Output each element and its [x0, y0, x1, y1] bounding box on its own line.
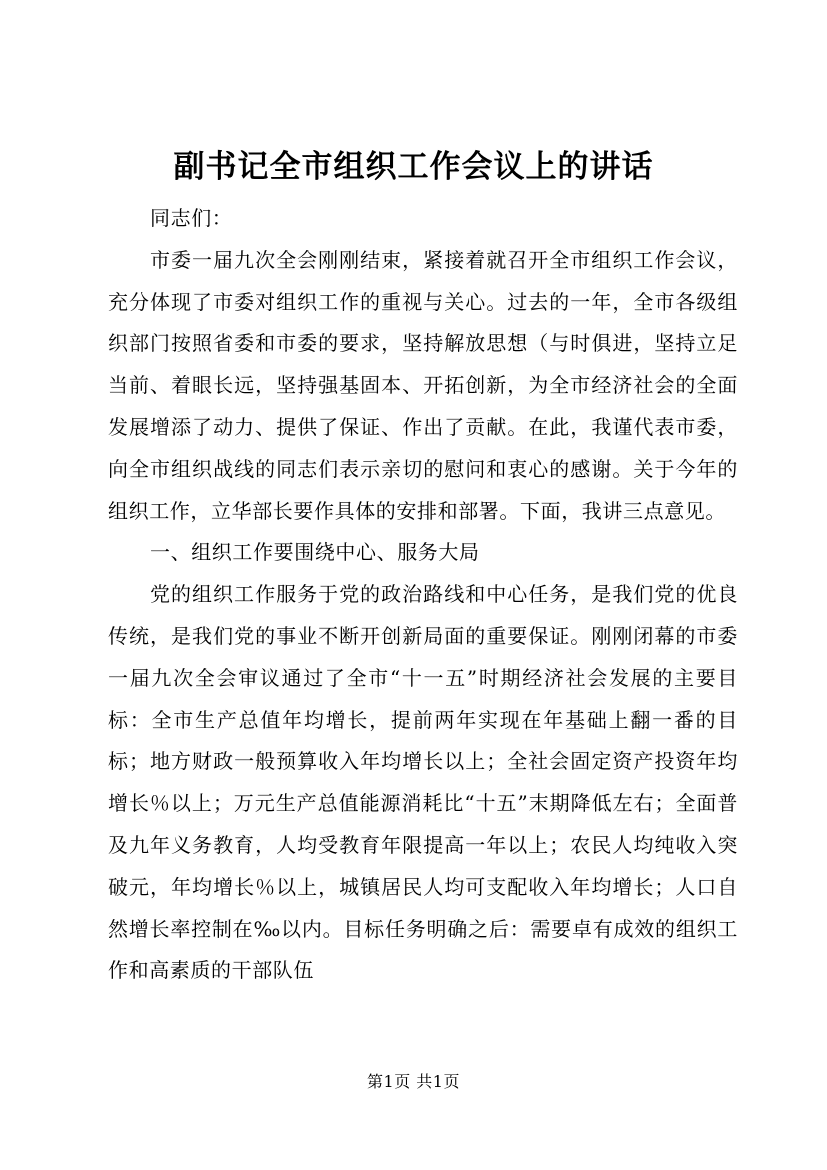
document-title: 副书记全市组织工作会议上的讲话 — [173, 149, 654, 185]
paragraph-opening: 市委一届九次全会刚刚结束，紧接着就召开全市组织工作会议，充分体现了市委对组织工作的重视与关心。过去的一年，全市各级组织部门按照省委和市委的要求，坚持解放思想（与时俱进，坚持立足当前、着眼长远，坚持强基固本、开拓创新，为全市经济社会的全面发展增添了动力、提供了保证、作出了贡献。在此，我谨代表市委，向全市组织战线的同志们表示亲切的慰问和衷心的感谢。关于今年的组织工作，立华部长要作具体的安排和部署。下面，我讲三点意见。 — [108, 247, 738, 523]
salutation: 同志们： — [150, 206, 233, 230]
section-heading: 一、组织工作要围绕中心、服务大局 — [150, 540, 480, 565]
page-number-footer: 第1页 共1页 — [367, 1072, 460, 1091]
document-body — [108, 198, 738, 992]
paragraph-section-one: 党的组织工作服务于党的政治路线和中心任务，是我们党的优良传统，是我们党的事业不断开创新局面的重要保证。刚刚闭幕的市委一届九次全会审议通过了全市“十一五”时期经济社会发展的主要目标：全市生产总值年均增长，提前两年实现在年基础上翻一番的目标；地方财政一般预算收入年均增长以上；全社会固定资产投资年均增长％以上；万元生产总值能源消耗比“十五”末期降低左右；全面普及九年义务教育，人均受教育年限提高一年以上；农民人均纯收入突破元，年均增长％以上，城镇居民人均可支配收入年均增长；人口自然增长率控制在‰以内。目标任务明确之后：需要卓有成效的组织工作和高素质的干部队伍 — [108, 582, 738, 983]
